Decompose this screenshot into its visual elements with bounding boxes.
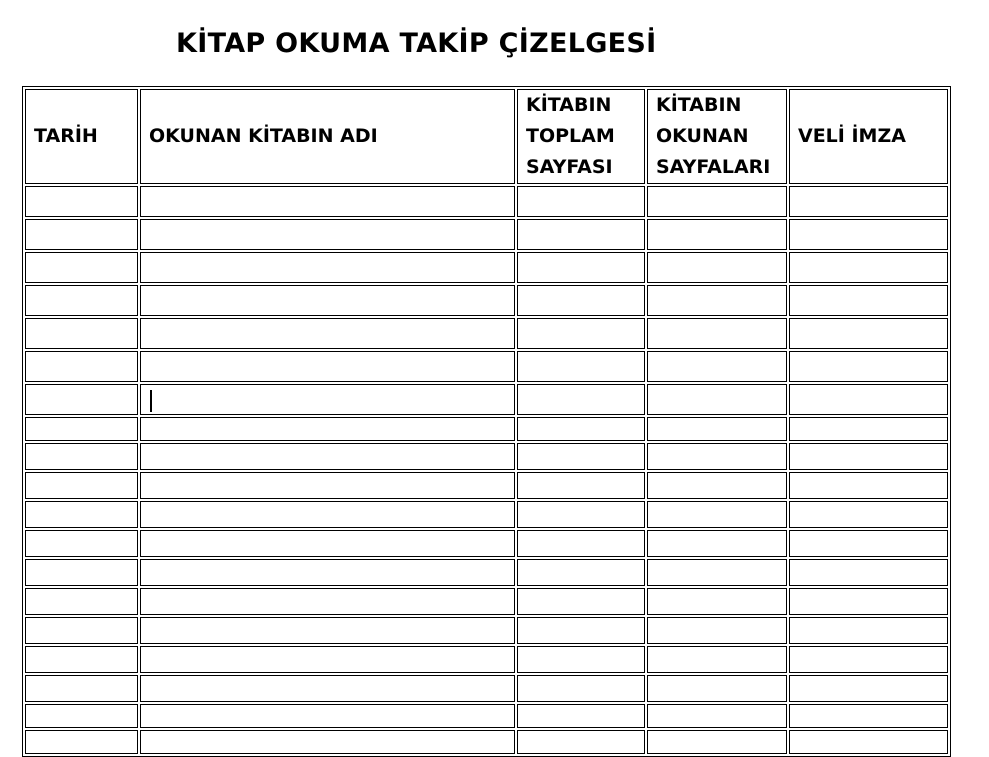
date-cell[interactable] [25,285,138,316]
table-row [25,704,948,728]
pages-read-cell[interactable] [647,646,787,673]
parent-signature-cell[interactable] [789,501,948,528]
table-row [25,617,948,644]
book-title-cell[interactable] [140,351,515,382]
column-header-total-pages: KİTABIN TOPLAM SAYFASI [517,89,645,184]
date-cell[interactable] [25,417,138,441]
parent-signature-cell[interactable] [789,472,948,499]
parent-signature-cell[interactable] [789,318,948,349]
parent-signature-cell[interactable] [789,588,948,615]
table-row [25,351,948,382]
book-title-cell[interactable] [140,186,515,217]
book-title-cell[interactable] [140,588,515,615]
total-pages-cell[interactable] [517,675,645,702]
date-cell[interactable] [25,318,138,349]
total-pages-cell[interactable] [517,417,645,441]
total-pages-cell[interactable] [517,351,645,382]
table-row [25,730,948,754]
date-cell[interactable] [25,501,138,528]
pages-read-cell[interactable] [647,186,787,217]
table-row [25,219,948,250]
parent-signature-cell[interactable] [789,617,948,644]
pages-read-cell[interactable] [647,417,787,441]
book-title-cell[interactable] [140,252,515,283]
book-title-cell[interactable] [140,704,515,728]
parent-signature-cell[interactable] [789,285,948,316]
table-header-row [25,89,948,184]
parent-signature-cell[interactable] [789,384,948,415]
book-title-cell[interactable] [140,443,515,470]
date-cell[interactable] [25,252,138,283]
pages-read-cell[interactable] [647,219,787,250]
pages-read-cell[interactable] [647,730,787,754]
pages-read-cell[interactable] [647,501,787,528]
date-cell[interactable] [25,559,138,586]
date-cell[interactable] [25,186,138,217]
parent-signature-cell[interactable] [789,559,948,586]
column-header-pages-read: KİTABIN OKUNAN SAYFALARI [647,89,787,184]
date-cell[interactable] [25,530,138,557]
document-title: KİTAP OKUMA TAKİP ÇİZELGESİ [176,28,657,59]
date-cell[interactable] [25,617,138,644]
table-row [25,384,948,415]
date-cell[interactable] [25,730,138,754]
total-pages-cell[interactable] [517,588,645,615]
pages-read-cell[interactable] [647,351,787,382]
total-pages-cell[interactable] [517,646,645,673]
pages-read-cell[interactable] [647,318,787,349]
table-row [25,285,948,316]
table-row [25,501,948,528]
pages-read-cell[interactable] [647,617,787,644]
total-pages-cell[interactable] [517,559,645,586]
date-cell[interactable] [25,704,138,728]
total-pages-cell[interactable] [517,472,645,499]
book-title-cell[interactable] [140,530,515,557]
text-cursor [150,390,152,412]
book-title-cell[interactable] [140,219,515,250]
parent-signature-cell[interactable] [789,730,948,754]
date-cell[interactable] [25,472,138,499]
book-title-cell[interactable] [140,501,515,528]
book-title-cell[interactable] [140,646,515,673]
date-cell[interactable] [25,675,138,702]
table-row [25,472,948,499]
book-title-cell[interactable] [140,417,515,441]
pages-read-cell[interactable] [647,530,787,557]
table-row [25,186,948,217]
date-cell[interactable] [25,443,138,470]
pages-read-cell[interactable] [647,588,787,615]
book-title-cell[interactable] [140,384,515,415]
total-pages-cell[interactable] [517,501,645,528]
parent-signature-cell[interactable] [789,252,948,283]
parent-signature-cell[interactable] [789,351,948,382]
pages-read-cell[interactable] [647,384,787,415]
date-cell[interactable] [25,384,138,415]
table-row [25,417,948,441]
book-title-cell[interactable] [140,318,515,349]
parent-signature-cell[interactable] [789,675,948,702]
total-pages-cell[interactable] [517,443,645,470]
pages-read-cell[interactable] [647,559,787,586]
total-pages-cell[interactable] [517,318,645,349]
parent-signature-cell[interactable] [789,186,948,217]
table-row [25,318,948,349]
book-title-cell[interactable] [140,730,515,754]
book-title-cell[interactable] [140,617,515,644]
book-title-cell[interactable] [140,559,515,586]
total-pages-cell[interactable] [517,219,645,250]
date-cell[interactable] [25,219,138,250]
pages-read-cell[interactable] [647,675,787,702]
book-title-cell[interactable] [140,472,515,499]
parent-signature-cell[interactable] [789,530,948,557]
total-pages-cell[interactable] [517,285,645,316]
total-pages-cell[interactable] [517,730,645,754]
table-row [25,588,948,615]
table-row [25,675,948,702]
parent-signature-cell[interactable] [789,646,948,673]
book-title-cell[interactable] [140,675,515,702]
total-pages-cell[interactable] [517,252,645,283]
date-cell[interactable] [25,646,138,673]
reading-log-table [22,86,951,757]
total-pages-cell[interactable] [517,384,645,415]
total-pages-cell[interactable] [517,186,645,217]
date-cell[interactable] [25,588,138,615]
parent-signature-cell[interactable] [789,443,948,470]
total-pages-cell[interactable] [517,704,645,728]
column-header-date: TARİH [25,89,138,184]
table-row [25,252,948,283]
table-row [25,443,948,470]
pages-read-cell[interactable] [647,252,787,283]
parent-signature-cell[interactable] [789,417,948,441]
total-pages-cell[interactable] [517,617,645,644]
column-header-book-title: OKUNAN KİTABIN ADI [140,89,515,184]
pages-read-cell[interactable] [647,704,787,728]
column-header-parent-signature: VELİ İMZA [789,89,948,184]
pages-read-cell[interactable] [647,285,787,316]
table-row [25,646,948,673]
pages-read-cell[interactable] [647,472,787,499]
date-cell[interactable] [25,351,138,382]
table-row [25,530,948,557]
parent-signature-cell[interactable] [789,704,948,728]
parent-signature-cell[interactable] [789,219,948,250]
table-row [25,559,948,586]
total-pages-cell[interactable] [517,530,645,557]
pages-read-cell[interactable] [647,443,787,470]
book-title-cell[interactable] [140,285,515,316]
